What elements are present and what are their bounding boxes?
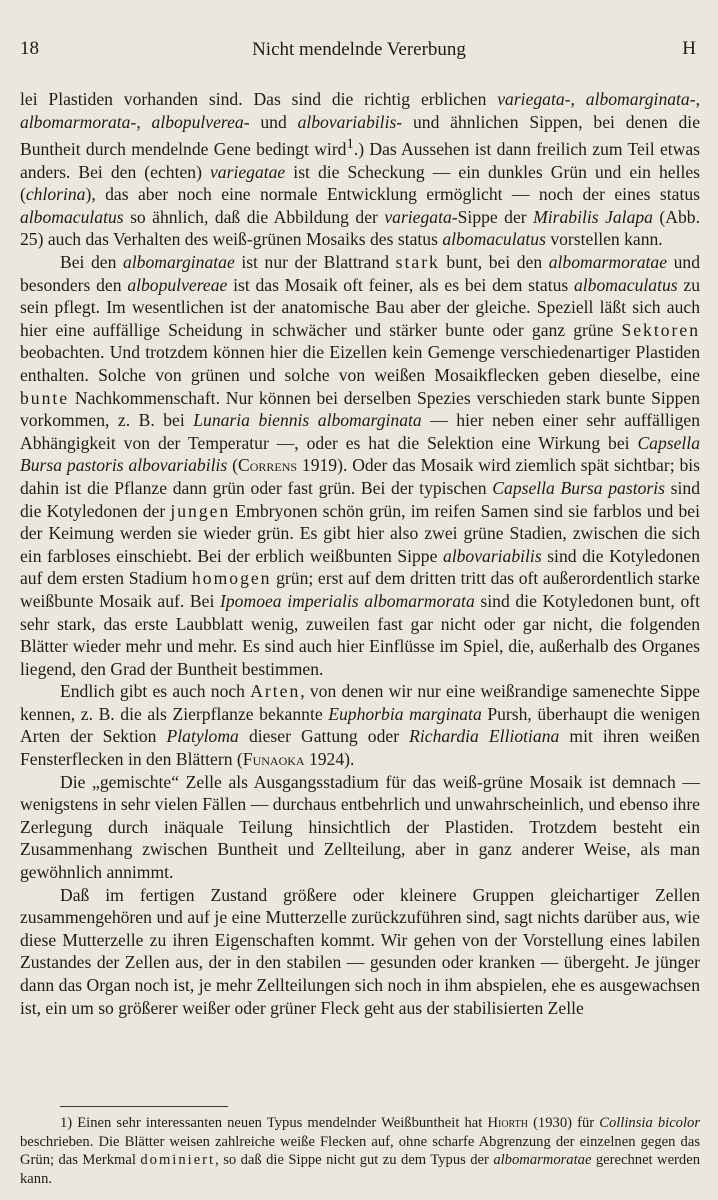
body-text xyxy=(20,88,700,1019)
italic-term: Ipomoea imperialis albomarmorata xyxy=(220,590,475,611)
footnote-marker: 1 xyxy=(346,136,354,153)
italic-term: albopulvereae xyxy=(127,274,228,295)
italic-term: albomarginatae xyxy=(123,252,235,273)
italic-term: chlorina xyxy=(25,184,86,205)
italic-term: Mirabilis Jalapa xyxy=(533,206,653,227)
paragraph: Daß im fertigen Zustand größere oder kleinere Gruppen gleichartiger Zellen zusammengehören und auf je eine Mutterzelle zurückzuführen sind, sagt nichts darüber aus, wie diese Mutterzelle zu ihren Eigenschaften kommt. Wir gehen von der Vorstellung eines labilen Zustandes der Zellen aus, der in den stabilen — gesunden oder kranken — übergeht. Je jünger dann das Organ noch ist, je mehr Zellteilungen sich noch in ihm abspielen, ehe es ausgewachsen ist, ein um so größerer weißer oder grüner Fleck geht aus der stabilisierten Zelle xyxy=(20,884,700,1018)
paragraph: lei Plastiden vorhanden sind. Das sind die richtig erblichen variegata-, albomarginata-, albomarmorata-, albopulverea- und albovariabilis- und ähnlichen Sippen, bei denen die Buntheit durch mendelnde Gene bedingt wird$^1$.) Das Aussehen ist dann freilich zum Teil etwas anders. Bei den (echten) variegatae ist die Scheckung — ein dunkles Grün und ein helles (chlorina), das aber noch eine normale Entwicklung ermöglicht — noch der eines status albomaculatus so ähnlich, daß die Abbildung der variegata-Sippe der Mirabilis Jalapa (Abb. 25) auch das Verhalten des weiß-grünen Mosaiks des status albomaculatus vorstellen kann. xyxy=(20,89,701,250)
spaced-emphasis: bunte xyxy=(20,387,70,408)
italic-term: albomaculatus xyxy=(574,274,678,295)
italic-term: Capsella Bursa pastoris xyxy=(492,477,665,498)
paragraph: Endlich gibt es auch noch Arten, von denen wir nur eine weißrandige samenechte Sippe kennen, z. B. die als Zierpflanze bekannte Euphorbia marginata Pursh, überhaupt die wenigen Arten der Sektion Platyloma dieser Gattung oder Richardia Elliotiana mit ihren weißen Fensterflecken in den Blättern (Funaoka 1924). xyxy=(20,681,701,770)
italic-term: albomarmoratae xyxy=(493,1152,592,1168)
italic-term: albomaculatus xyxy=(20,206,124,227)
italic-term: Euphorbia marginata xyxy=(328,703,482,724)
footnote-text: 1) Einen sehr interessanten neuen Typus mendelnder Weißbuntheit hat Hiorth (1930) für Collinsia bicolor beschrieben. Die Blätter weisen zahlreiche weiße Flecken auf, ohne scharfe Abgrenzung der einzelnen gegen das Grün; das Merkmal dominiert, so daß die Sippe nicht gut zu dem Typus der albomarmoratae gerechnet werden kann. xyxy=(20,1115,701,1187)
spaced-emphasis: homogen xyxy=(192,568,272,589)
italic-term: variegata xyxy=(384,206,452,227)
paragraph: Die „gemischte“ Zelle als Ausgangsstadium für das weiß-grüne Mosaik ist demnach — wenigstens in sehr vielen Fällen — durchaus entbehrlich und unwahrscheinlich, und ebenso ihre Zerlegung durch inäquale Teilung hinsichtlich der Plastiden. Trotzdem besteht ein Zusammenhang zwischen Buntheit und Zellteilung, aber in ganz anderer Weise, als man gewöhnlich annimmt. xyxy=(20,771,700,883)
author-name: Correns xyxy=(237,455,298,476)
italic-term: albovariabilis xyxy=(442,545,542,566)
italic-term: albovariabilis- xyxy=(297,111,403,132)
spaced-emphasis: Sektoren xyxy=(621,319,700,340)
italic-term: albomaculatus xyxy=(442,229,546,250)
italic-term: Platyloma xyxy=(166,726,239,747)
section-mark: H xyxy=(682,38,696,59)
spaced-emphasis: stark xyxy=(395,252,440,273)
running-header xyxy=(20,38,698,66)
italic-term: albopulverea- xyxy=(151,111,250,132)
author-name: Hiorth xyxy=(487,1115,528,1131)
italic-term: albomarmorata- xyxy=(20,111,137,132)
page-number: 18 xyxy=(20,38,39,59)
italic-term: albomarmoratae xyxy=(548,252,668,273)
paragraph: Bei den albomarginatae ist nur der Blattrand stark bunt, bei den albomarmoratae und besonders den albopulvereae ist das Mosaik oft feiner, als es bei dem status albomaculatus zu sein pflegt. Im wesentlichen ist der anatomische Bau aber der gleiche. Speziell läßt sich auch hier eine auffällige Scheidung in schwächer und stärker bunte oder ganz grüne Sektoren beobachten. Und trotzdem können hier die Eizellen kein Gemenge verschiedenartiger Plastiden enthalten. Solche von grünen und solche von weißen Mosaikflecken geben dieselbe, eine bunte Nachkommenschaft. Nur können bei derselben Spezies verschieden stark bunte Sippen vorkommen, z. B. bei Lunaria biennis albomarginata — hier neben einer sehr auffälligen Abhängigkeit von der Temperatur —, oder es hat die Selektion eine Wirkung bei Capsella Bursa pastoris albovariabilis (Correns 1919). Oder das Mosaik wird ziemlich spät sichtbar; bis dahin ist die Pflanze dann grün oder fast grün. Bei der typischen Capsella Bursa pastoris sind die Kotyledonen der jungen Embryonen schön grün, im reifen Samen sind sie farblos und bei der Keimung werden sie wieder grün. Es gibt hier also zwei grüne Stadien, zwischen die sich ein farbloses einschiebt. Bei der erblich weißbunten Sippe albovariabilis sind die Kotyledonen auf dem ersten Stadium homogen grün; erst auf dem dritten tritt das oft außerordentlich starke weißbunte Mosaik auf. Bei Ipomoea imperialis albomarmorata sind die Kotyledonen bunt, oft sehr stark, das erste Laubblatt wenig, zuweilen fast gar nicht oder gar nicht, die folgenden Blätter wieder mehr und mehr. Es sind auch hier Einflüsse im Spiel, die, außerhalb des Organes liegend, den Grad der Buntheit bestimmen. xyxy=(20,252,701,679)
italic-term: variegatae xyxy=(210,161,286,182)
spaced-emphasis: Arten xyxy=(250,681,301,702)
italic-term: Richardia Elliotiana xyxy=(409,726,560,747)
running-title: Nicht mendelnde Vererbung xyxy=(252,39,466,60)
spaced-emphasis: dominiert xyxy=(140,1152,216,1168)
footnote xyxy=(20,1114,700,1188)
footnote-rule xyxy=(60,1106,228,1107)
italic-term: Lunaria biennis albomarginata xyxy=(193,410,422,431)
author-name: Funaoka xyxy=(242,749,305,770)
italic-term: Capsella Bursa pastoris albovariabilis xyxy=(20,432,700,476)
spaced-emphasis: jungen xyxy=(170,500,231,521)
italic-term: albomarginata- xyxy=(585,89,696,109)
italic-term: variegata- xyxy=(497,89,571,109)
italic-term: Collinsia bicolor xyxy=(599,1115,701,1131)
